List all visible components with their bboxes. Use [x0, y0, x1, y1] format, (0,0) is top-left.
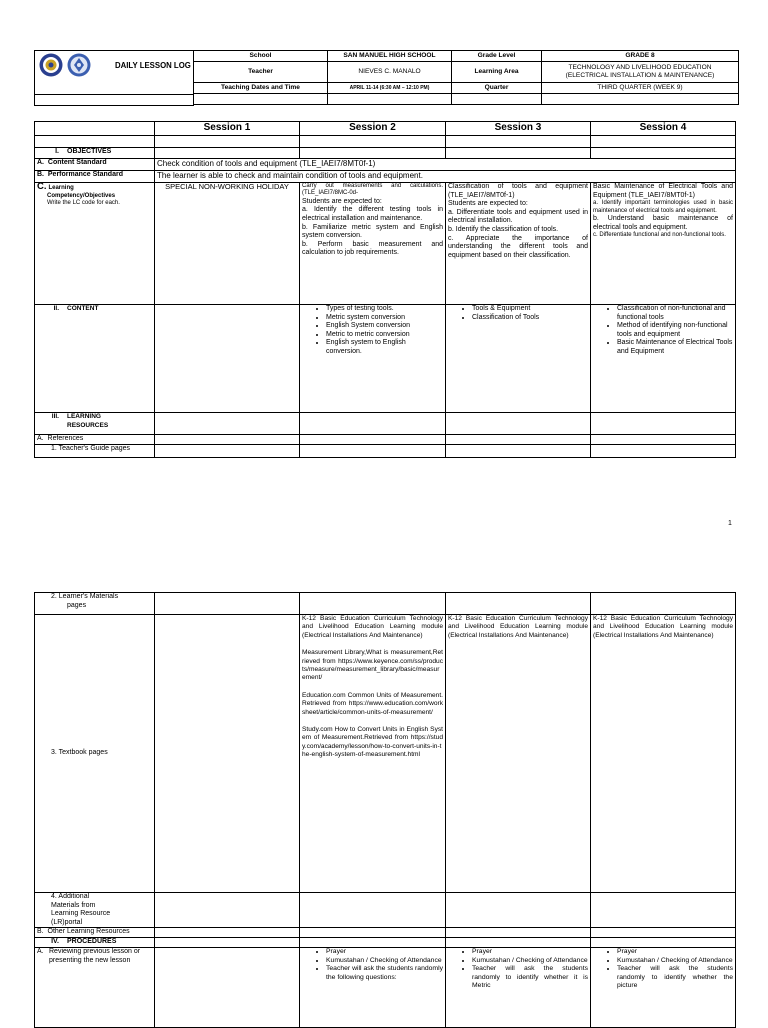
competency-text: c. Appreciate the importance of understanding the different tools and equipment based on their classification. [448, 234, 588, 259]
page-number: 1 [728, 520, 732, 527]
list-item: • Prayer [617, 948, 733, 956]
list-item: • Kumustahan / Checking of Attendance [472, 957, 588, 965]
section-number: II. [53, 305, 59, 312]
item-note: Write the LC code for each. [47, 200, 120, 206]
item-letter: A. [37, 948, 44, 956]
dll-title: DAILY LESSON LOG [115, 61, 191, 70]
content-heading [35, 305, 155, 413]
performance-standard-label [35, 171, 155, 183]
competency-text: Classification of tools and equipment (TLE_IAEI7/8MT0f-1) [448, 183, 588, 199]
session-1-header: Session 1 [155, 122, 300, 136]
item-label: Performance Standard [47, 171, 123, 178]
reference-text: Measurement Library,What is measurement,Retrieved from https://www.keyence.com/ss/products/measure/measurement_library/basic/measurement/ [302, 649, 443, 682]
school-label: School [194, 51, 328, 62]
list-item: • Classification of non-functional and functional tools [617, 305, 733, 322]
list-item: • Types of testing tools. [326, 305, 443, 314]
learners-materials-label [35, 593, 155, 615]
list-item: • Teacher will ask the students randomly to identify whether it is Metric [472, 965, 588, 990]
resources-heading [35, 413, 155, 435]
list-item: • Metric system conversion [326, 314, 443, 323]
list-item: • Tools & Equipment [472, 305, 588, 314]
section-title: RESOURCES [67, 421, 109, 429]
procedure-a-session-3 [446, 948, 591, 1028]
textbook-session-2 [300, 615, 446, 893]
performance-standard-text: The learner is able to check and maintain condition of tools and equipment. [155, 171, 736, 183]
section-title: OBJECTIVES [67, 148, 112, 155]
reference-text: Education.com Common Units of Measurement. Retrieved from https://www.education.com/worksheet/article/common-units-of-measurement/ [302, 691, 443, 716]
content-session-4 [591, 305, 736, 413]
list-item: • Metric to metric conversion [326, 331, 443, 340]
blank-cell [155, 305, 300, 413]
session-2-header: Session 2 [300, 122, 446, 136]
blank-cell [328, 94, 452, 105]
item-label: 2. Learner's Materials [51, 593, 119, 600]
list-item: • English System conversion [326, 322, 443, 331]
item-label: Competency/Objectives [47, 192, 116, 199]
textbook-session-3: K-12 Basic Education Curriculum Technology and Livelihood Education Learning module (Electrical Installations And Maintenance) [446, 615, 591, 893]
competency-text: Basic Maintenance of Electrical Tools and Equipment (TLE_IAEI7/8MT0f-1) [593, 183, 733, 199]
grade-value: GRADE 8 [542, 51, 739, 62]
item-label: References [47, 435, 84, 442]
list-item: • Kumustahan / Checking of Attendance [617, 957, 733, 965]
blank-cell [542, 94, 739, 105]
header-table [193, 50, 739, 105]
item-label: Learning [48, 185, 74, 191]
item-letter: B. [37, 171, 44, 178]
school-value: SAN MANUEL HIGH SCHOOL [328, 51, 452, 62]
objectives-heading [35, 148, 155, 159]
additional-materials-label: 4. Additional Materials from Learning Resource (LR)portal [35, 893, 155, 928]
item-letter: C. [37, 182, 47, 192]
section-title: PROCEDURES [67, 938, 117, 946]
competency-session-4 [591, 183, 736, 305]
competency-text: a. Identify important terminologies used in basic maintenance of electrical tools and equipment. [593, 200, 733, 214]
procedure-a-label [35, 948, 155, 1028]
blank-cell [194, 94, 328, 105]
session-3-header: Session 3 [446, 122, 591, 136]
competency-text: a. Differentiate tools and equipment used in electrical installation. [448, 208, 588, 225]
section-title: LEARNING [67, 413, 101, 420]
list-item: • Teacher will ask the students randomly to identify whether the picture [617, 965, 733, 990]
list-item: • Prayer [472, 948, 588, 956]
teacher-label: Teacher [194, 62, 328, 83]
list-item: • Prayer [326, 948, 443, 956]
textbook-label: 3. Textbook pages [35, 615, 155, 893]
list-item: • Classification of Tools [472, 314, 588, 323]
competency-session-2 [300, 183, 446, 305]
competency-text: Carry out measurements and calculations. (TLE_IAEI7/8MC-0d- [302, 183, 443, 197]
content-session-2 [300, 305, 446, 413]
lesson-table-page-2 [34, 592, 736, 1028]
dates-value: APRIL 11-14 (6:30 AM – 12:10 PM) [328, 83, 452, 94]
reference-text: K-12 Basic Education Curriculum Technology and Livelihood Education Learning module (Electrical Installations And Maintenance) [302, 615, 443, 639]
item-letter: A. [37, 435, 44, 442]
content-standard-text: Check condition of tools and equipment (TLE_IAEI7/8MT0f-1) [155, 159, 736, 171]
teachers-guide-label: 1. Teacher's Guide pages [35, 444, 155, 457]
competency-label [35, 183, 155, 305]
competency-text: a. Identify the different testing tools in electrical installation and maintenance. [302, 206, 443, 222]
competency-text: b. Familiarize metric system and English system conversion. [302, 223, 443, 240]
list-item: • English system to English conversion. [326, 339, 443, 356]
lesson-table-page-1 [34, 121, 736, 458]
blank-cell [155, 948, 300, 1028]
content-session-3 [446, 305, 591, 413]
grade-label: Grade Level [452, 51, 542, 62]
session-4-header: Session 4 [591, 122, 736, 136]
competency-text: Students are expected to: [448, 200, 528, 208]
item-letter: B. [37, 928, 44, 936]
reference-text: Study.com How to Convert Units in English System of Measurement.Retrieved from https://study.com/academy/lesson/how-to-convert-units-in-the-english-system-of-measurement.html [302, 726, 443, 759]
competency-text: c. Differentiate functional and non-functional tools. [593, 232, 726, 239]
references-label [35, 435, 155, 445]
section-number: I. [55, 148, 59, 155]
area-value-line-1: TECHNOLOGY AND LIVELIHOOD EDUCATION [568, 64, 712, 71]
competency-text: b. Perform basic measurement and calculation to job requirements. [302, 240, 443, 257]
blank-cell [452, 94, 542, 105]
list-item: • Teacher will ask the students randomly the following questions: [326, 965, 443, 982]
blank-cell [35, 122, 155, 136]
competency-text: b. Understand basic maintenance of electrical tools and equipment. [593, 215, 733, 231]
item-label: Content Standard [47, 159, 107, 166]
item-label: Reviewing previous lesson or presenting the new lesson [49, 948, 141, 964]
list-item: • Kumustahan / Checking of Attendance [326, 957, 443, 965]
item-label: pages [67, 601, 87, 609]
teacher-value: NIEVES C. MANALO [328, 62, 452, 83]
header-frame-bottom [34, 94, 193, 105]
competency-text: Students are expected to: [302, 197, 382, 205]
other-resources-label [35, 928, 155, 938]
section-number: IV. [51, 938, 59, 946]
section-title: CONTENT [67, 305, 99, 312]
area-label: Learning Area [452, 62, 542, 83]
content-standard-label [35, 159, 155, 171]
competency-session-3 [446, 183, 591, 305]
list-item: • Method of identifying non-functional tools and equipment [617, 322, 733, 339]
textbook-session-4: K-12 Basic Education Curriculum Technology and Livelihood Education Learning module (Electrical Installations And Maintenance) [591, 615, 736, 893]
blank-cell [155, 615, 300, 893]
competency-text: b. Identify the classification of tools. [448, 225, 559, 233]
item-label: Other Learning Resources [47, 928, 130, 936]
item-letter: A. [37, 159, 44, 166]
procedure-a-session-2 [300, 948, 446, 1028]
area-value-line-2: (ELECTRICAL INSTALLATION & MAINTENANCE) [565, 72, 715, 79]
competency-session-1: SPECIAL NON-WORKING HOLIDAY [155, 183, 300, 305]
section-number: III. [51, 413, 59, 420]
list-item: • Basic Maintenance of Electrical Tools and Equipment [617, 339, 733, 356]
procedure-a-session-4 [591, 948, 736, 1028]
area-value [542, 62, 739, 83]
quarter-label: Quarter [452, 83, 542, 94]
quarter-value: THIRD QUARTER (WEEK 9) [542, 83, 739, 94]
dates-label: Teaching Dates and Time [194, 83, 328, 94]
procedures-heading [35, 938, 155, 948]
